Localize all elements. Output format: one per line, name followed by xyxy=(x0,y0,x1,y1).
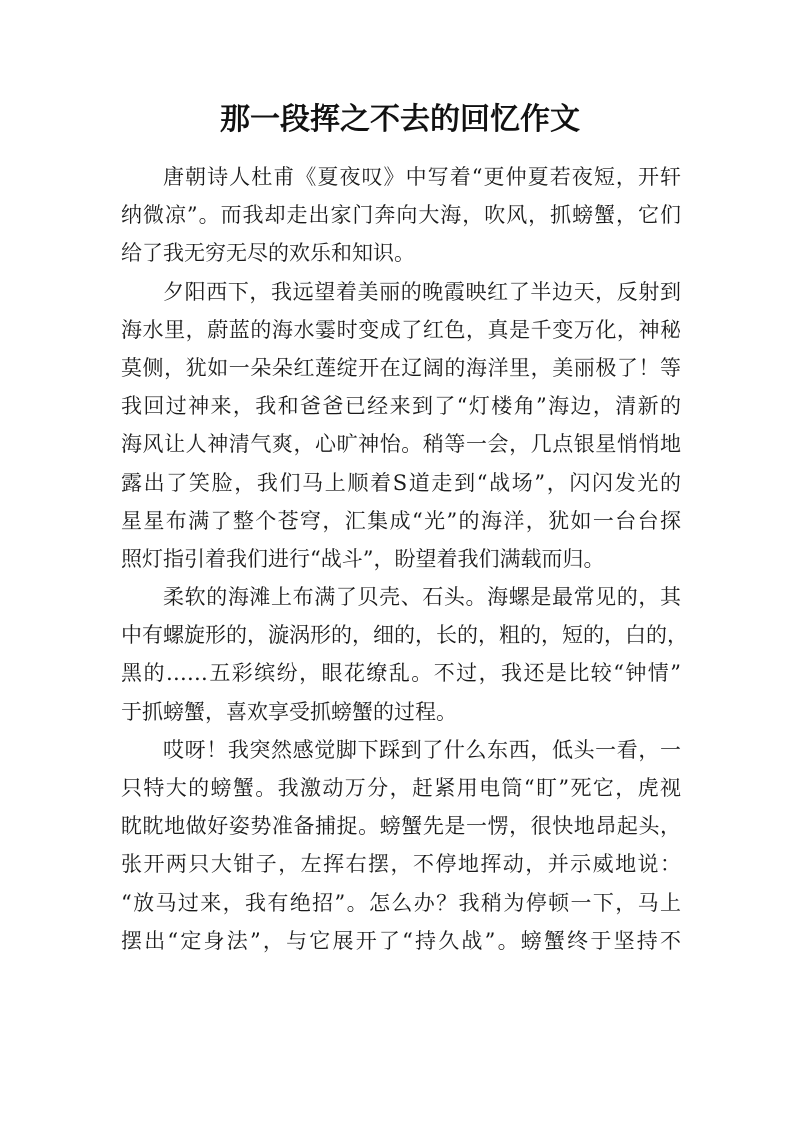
paragraph-line: 唐朝诗人杜甫《夏夜叹》中写着“更仲夏若夜短，开轩 xyxy=(163,165,681,189)
paragraph-line: 照灯指引着我们进行“战斗”，盼望着我们满载而归。 xyxy=(121,546,605,571)
paragraph-line: 海水里，蔚蓝的海水霎时变成了红色，真是千变万化，神秘 xyxy=(121,317,681,342)
paragraph-line: 夕阳西下，我远望着美丽的晚霞映红了半边天，反射到 xyxy=(163,279,681,304)
paragraph-3 xyxy=(121,578,688,731)
paragraph-line: 哎呀！我突然感觉脚下踩到了什么东西，低头一看，一 xyxy=(163,737,681,762)
paragraph-line: 我回过神来，我和爸爸已经来到了“灯楼角”海边，清新的 xyxy=(121,394,681,419)
paragraph-line: 眈眈地做好姿势准备捕捉。螃蟹先是一愣，很快地昂起头， xyxy=(121,814,681,839)
paragraph-line: 莫侧，犹如一朵朵红莲绽开在辽阔的海洋里，美丽极了！等 xyxy=(121,355,681,380)
paragraph-line: 摆出“定身法”，与它展开了“持久战”。螃蟹终于坚持不 xyxy=(121,928,681,953)
paragraph-line: 海风让人神清气爽，心旷神怡。稍等一会，几点银星悄悄地 xyxy=(121,432,681,457)
paragraph-line: 于抓螃蟹，喜欢享受抓螃蟹的过程。 xyxy=(121,699,457,724)
paragraph-line: 只特大的螃蟹。我激动万分，赶紧用电筒“盯”死它，虎视 xyxy=(121,776,681,800)
paragraph-line: 黑的……五彩缤纷，眼花缭乱。不过，我还是比较“钟情” xyxy=(121,661,681,686)
document-title: 那一段挥之不去的回忆作文 xyxy=(220,102,580,137)
paragraph-line: 中有螺旋形的，漩涡形的，细的，长的，粗的，短的，白的， xyxy=(121,623,688,648)
paragraph-2 xyxy=(121,273,681,579)
document-body xyxy=(121,158,688,960)
paragraph-line: 露出了笑脸，我们马上顺着S道走到“战场”，闪闪发光的 xyxy=(121,470,681,495)
paragraph-line: “放马过来，我有绝招”。怎么办？我稍为停顿一下，马上 xyxy=(121,890,681,915)
paragraph-line: 给了我无穷无尽的欢乐和知识。 xyxy=(121,241,415,266)
paragraph-1 xyxy=(121,158,681,273)
paragraph-line: 柔软的海滩上布满了贝壳、石头。海螺是最常见的，其 xyxy=(163,585,681,610)
paragraph-line: 张开两只大钳子，左挥右摆，不停地挥动，并示威地说： xyxy=(121,852,681,877)
paragraph-line: 纳微凉”。而我却走出家门奔向大海，吹风，抓螃蟹，它们 xyxy=(121,203,681,228)
paragraph-4 xyxy=(121,731,681,960)
paragraph-line: 星星布满了整个苍穹，汇集成“光”的海洋，犹如一台台探 xyxy=(121,508,681,533)
